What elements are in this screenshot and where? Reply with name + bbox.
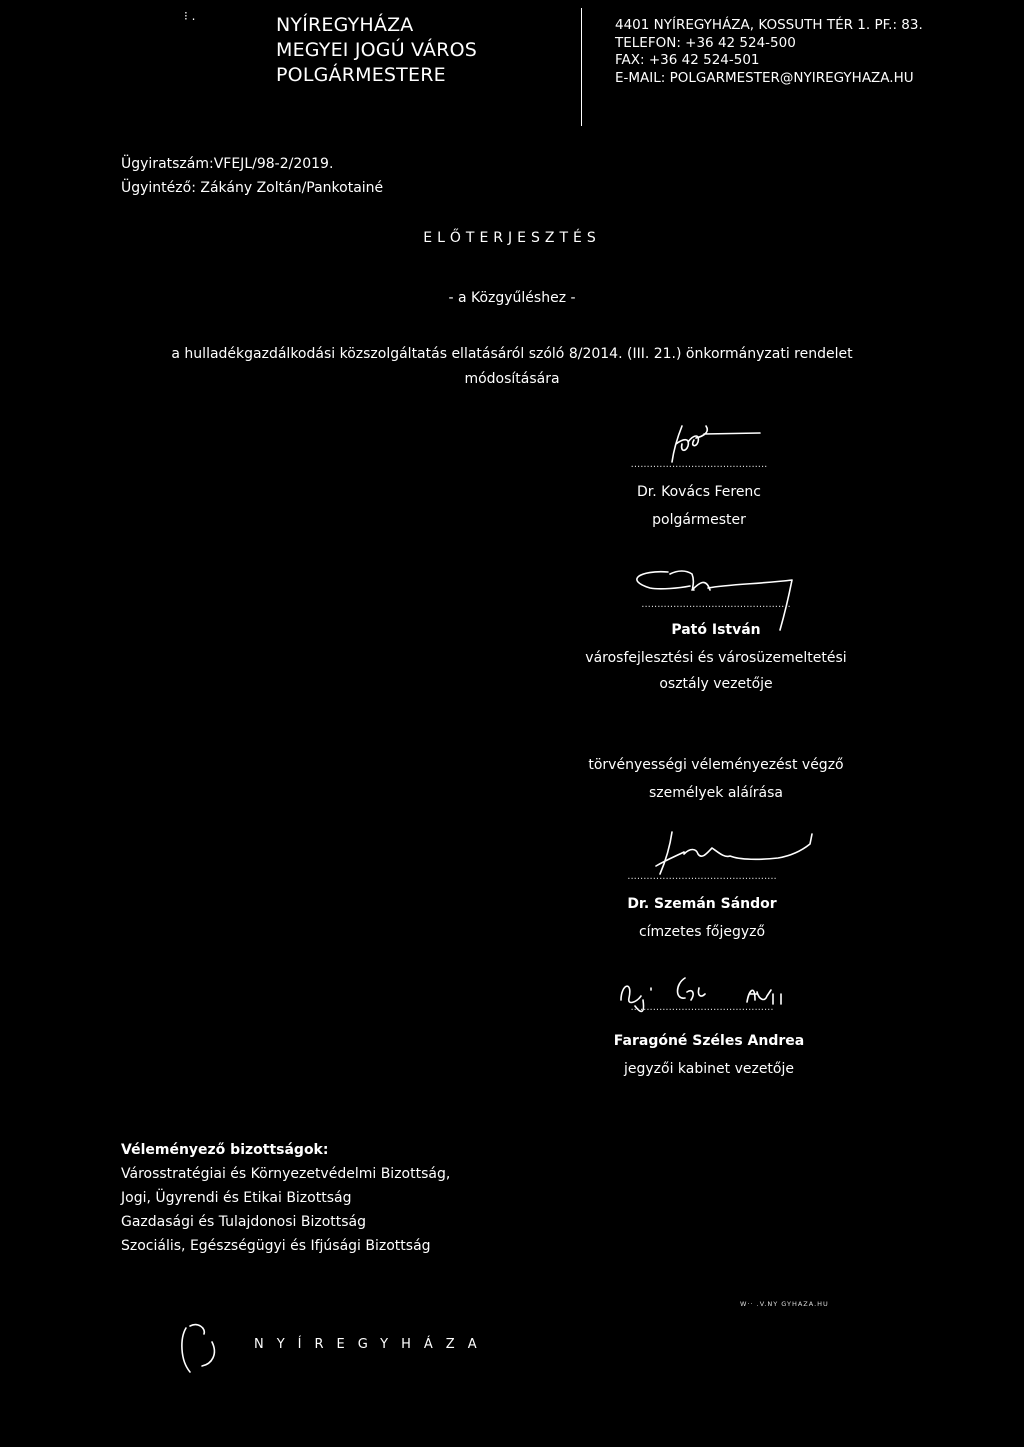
org-line: MEGYEI JOGÚ VÁROS: [276, 39, 478, 61]
signature-line: ...............................................: [627, 872, 777, 882]
cabinet-head-signature-block: [606, 1003, 812, 1081]
subject-line: módosítására: [464, 371, 560, 387]
contact-address: 4401 NYÍREGYHÁZA, KOSSUTH TÉR 1. PF.: 83.: [615, 17, 923, 33]
footer-url: W·· .V.NY GYHAZA.HU: [740, 1300, 829, 1308]
document-title: ELŐTERJESZTÉS: [423, 230, 601, 246]
reviewing-committees: [121, 1138, 450, 1258]
committee-item: Gazdasági és Tulajdonosi Bizottság: [121, 1214, 367, 1230]
dept-head-name: Pató István: [671, 622, 761, 638]
header-divider: [581, 8, 582, 126]
mayor-role: polgármester: [652, 512, 746, 528]
header-mark: ⁝ .: [184, 9, 196, 23]
document-subject: [120, 342, 904, 392]
organization-name: [276, 13, 477, 88]
contact-phone: TELEFON: +36 42 524-500: [615, 34, 796, 51]
legality-note-line: törvényességi véleményezést végző: [588, 757, 844, 773]
legality-review-note: [540, 753, 892, 805]
city-logo-icon: [172, 1320, 242, 1380]
notary-signature-block: [612, 872, 792, 944]
contact-fax: FAX: +36 42 524-501: [615, 52, 760, 68]
mayor-signature-block: [613, 460, 785, 532]
committee-item: Jogi, Ügyrendi és Etikai Bizottság: [121, 1190, 352, 1206]
org-line: POLGÁRMESTERE: [276, 64, 446, 86]
committees-heading: Véleményező bizottságok:: [121, 1142, 329, 1158]
contact-email: E-MAIL: POLGARMESTER@NYIREGYHAZA.HU: [615, 69, 914, 86]
cabinet-head-name: Faragóné Széles Andrea: [613, 1033, 805, 1049]
dept-head-role: osztály vezetője: [659, 676, 773, 692]
document-addressee: - a Közgyűléshez -: [448, 290, 576, 306]
subject-line: a hulladékgazdálkodási közszolgáltatás ellatásáról szóló 8/2014. (III. 21.) önkormányzati rendelet: [171, 346, 853, 362]
contact-info: [615, 17, 923, 87]
notary-role: címzetes főjegyző: [638, 924, 766, 940]
dept-head-signature-block: [560, 600, 872, 696]
case-number: Ügyiratszám:VFEJL/98-2/2019.: [121, 156, 334, 172]
legality-note-line: személyek aláírása: [649, 785, 783, 801]
case-officer: Ügyintéző: Zákány Zoltán/Pankotainé: [121, 180, 384, 196]
mayor-name: Dr. Kovács Ferenc: [636, 484, 762, 500]
signature-line: ...............................................: [641, 600, 791, 610]
committee-item: Városstratégiai és Környezetvédelmi Bizottság,: [121, 1166, 451, 1182]
org-line: NYÍREGYHÁZA: [276, 14, 414, 36]
committee-item: Szociális, Egészségügyi és Ifjúsági Bizottság: [121, 1238, 431, 1254]
dept-head-role: városfejlesztési és városüzemeltetési: [585, 650, 847, 666]
signature-line: ...........................................: [630, 460, 768, 470]
footer-logo-text: NYÍREGYHÁZA: [254, 1337, 490, 1352]
reference-block: [121, 152, 383, 200]
signature-line: .............................................: [630, 1003, 774, 1013]
notary-name: Dr. Szemán Sándor: [627, 896, 777, 912]
cabinet-head-role: jegyzői kabinet vezetője: [624, 1061, 794, 1077]
